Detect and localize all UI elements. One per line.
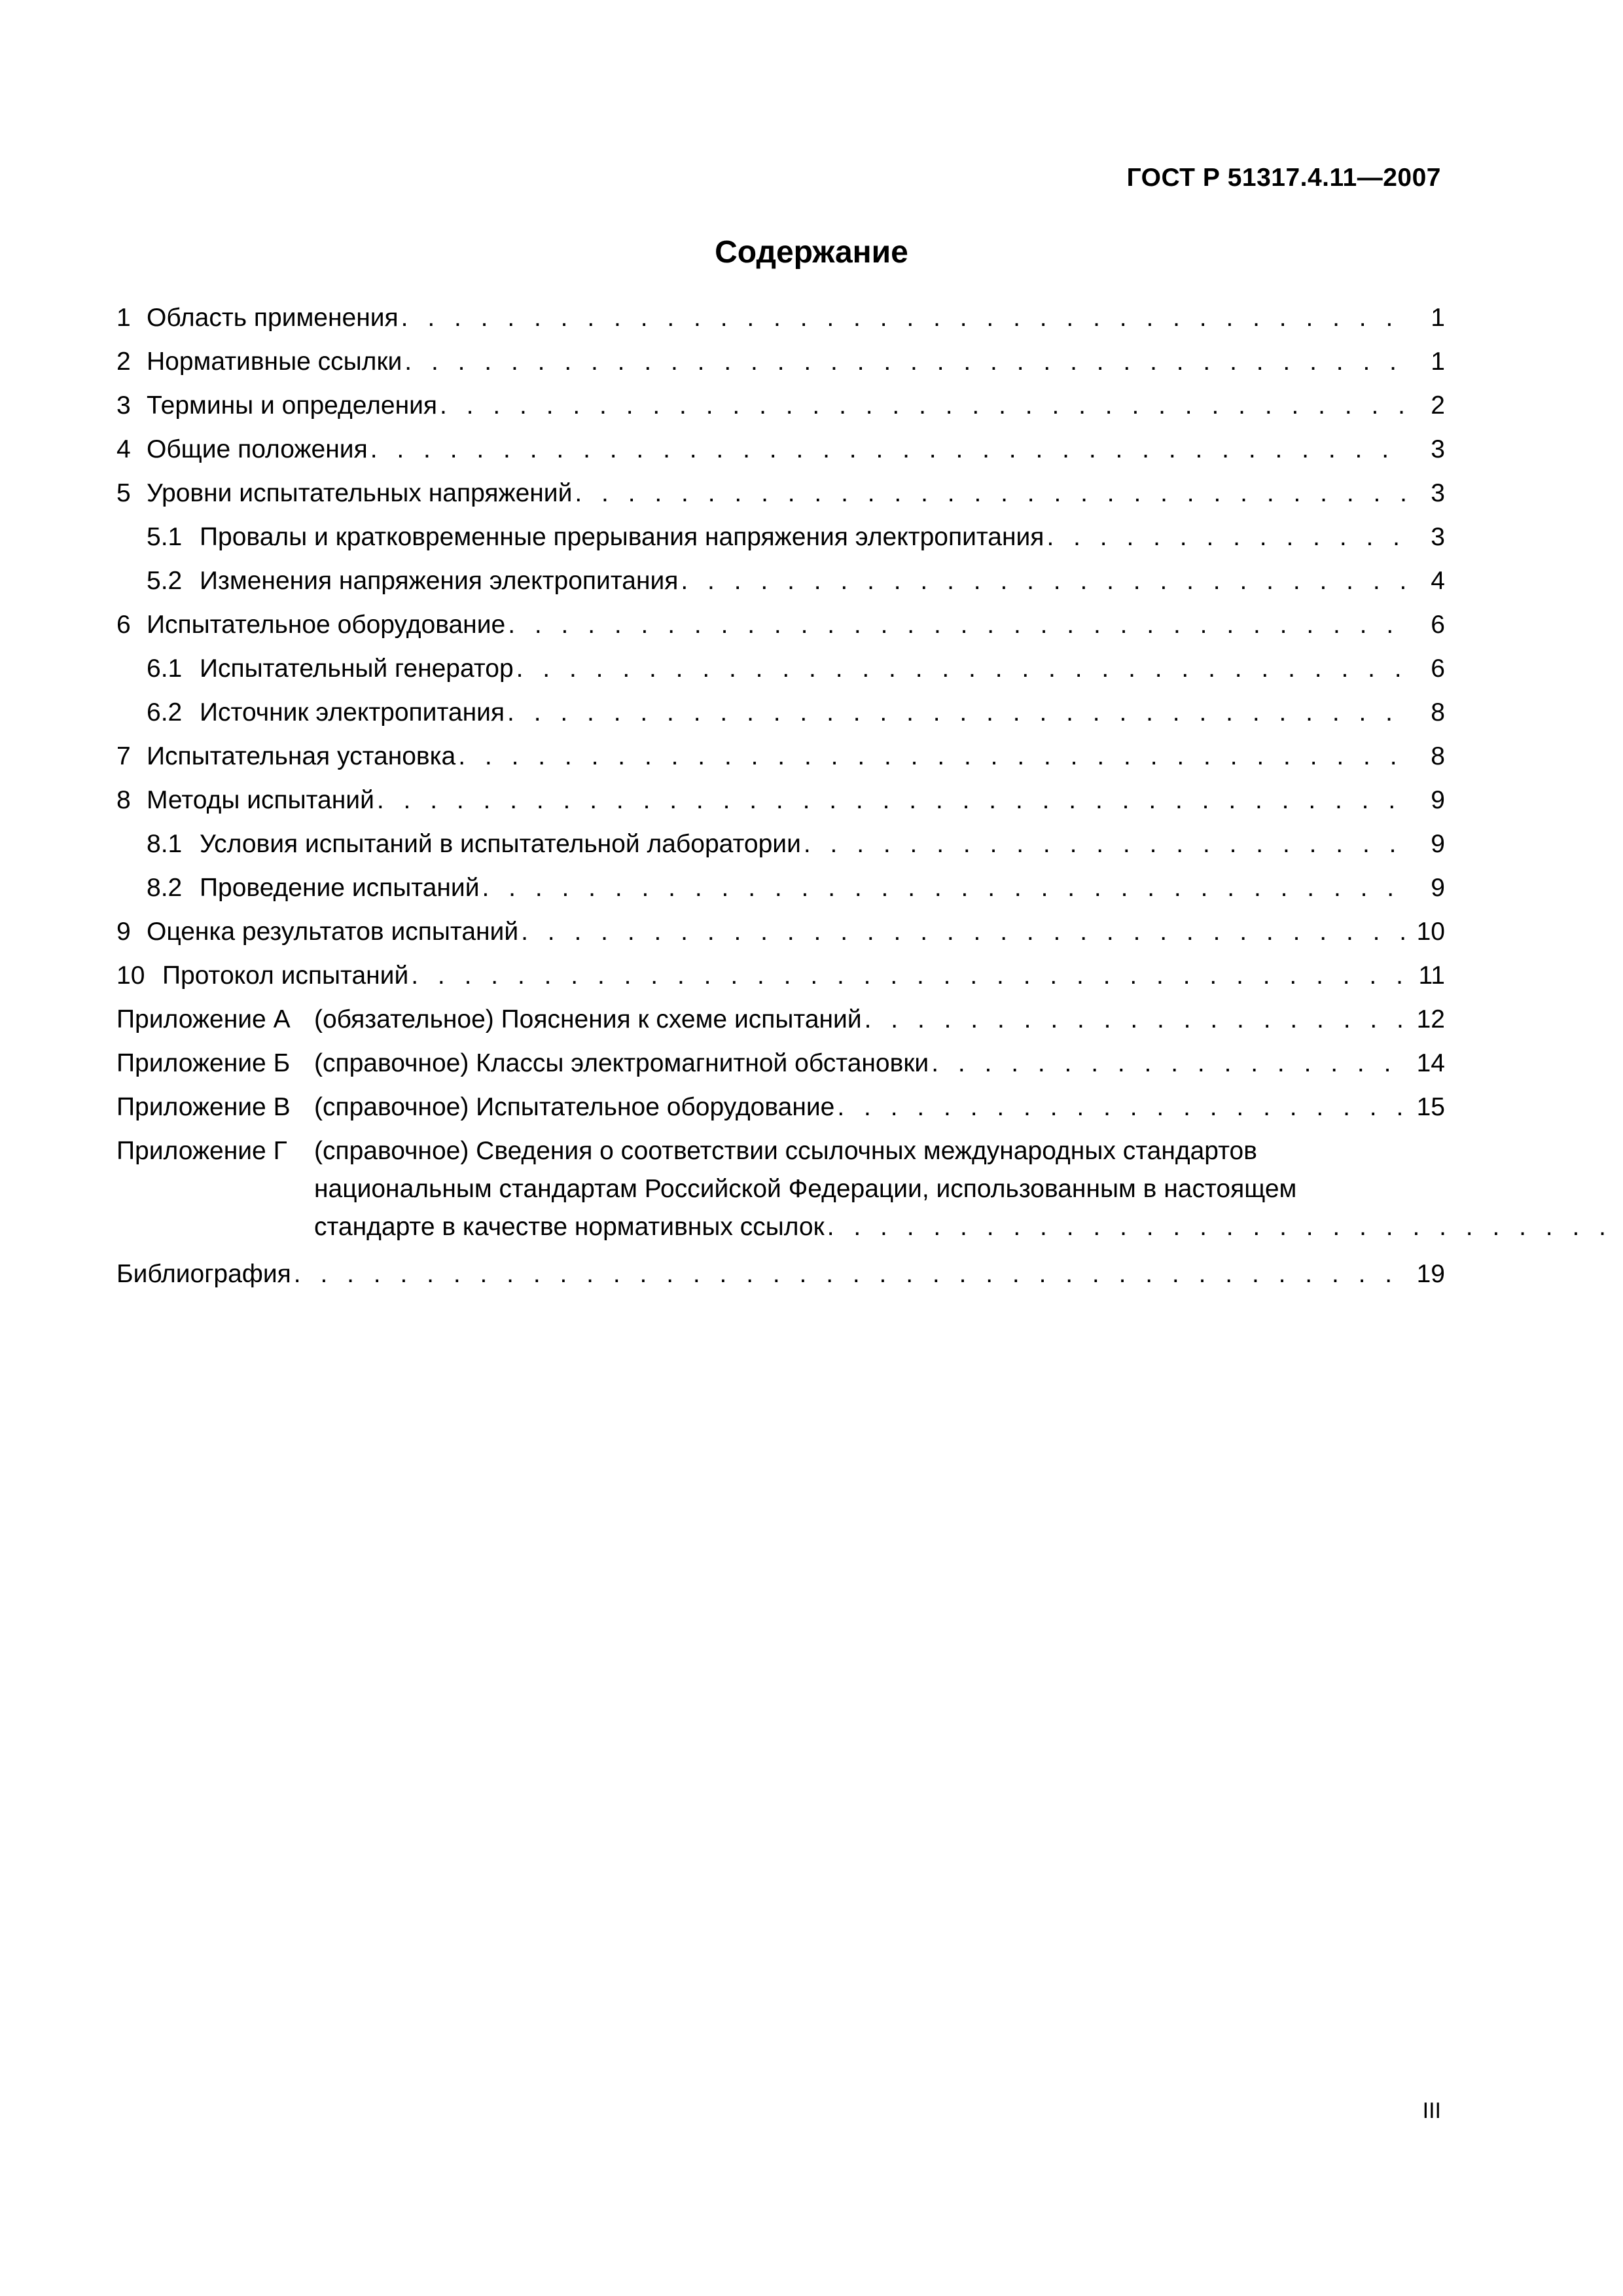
dot-leader: [377, 785, 1407, 815]
appendix-label-line: (справочное) Сведения о соответствии ссылочных международных стандартов: [314, 1137, 1257, 1165]
toc-entry-label: Испытательный генератор: [200, 655, 514, 683]
toc-entry-number: 5.1: [147, 523, 183, 551]
toc-entry-label: Испытательное оборудование: [147, 611, 506, 639]
dot-leader: [931, 1049, 1407, 1078]
dot-leader: [507, 698, 1407, 727]
toc-entry[interactable]: [116, 917, 1445, 961]
dot-leader: [804, 829, 1407, 859]
toc-appendix-v[interactable]: [116, 1092, 1445, 1136]
page-title: Содержание: [715, 235, 908, 270]
toc-entry-page: 2: [1431, 391, 1445, 420]
toc-entry-page: 4: [1431, 567, 1445, 595]
toc-entry-page: 6: [1431, 655, 1445, 683]
toc-appendix-g[interactable]: [116, 1136, 1445, 1259]
toc-entry-page: 12: [1416, 1005, 1445, 1033]
toc-entry-label: Термины и определения: [147, 391, 438, 420]
appendix-prefix: Приложение В: [116, 1093, 291, 1121]
dot-leader: [411, 961, 1407, 990]
appendix-label-last-line: [314, 1212, 1623, 1250]
dot-leader: [404, 347, 1407, 376]
toc-entry-number: 6: [116, 611, 131, 639]
toc-entry-page: 3: [1431, 435, 1445, 463]
toc-entry-page: 8: [1431, 698, 1445, 726]
toc-entry[interactable]: [116, 391, 1445, 435]
toc-entry-label: Условия испытаний в испытательной лаборатории: [200, 830, 801, 858]
dot-leader: [1046, 522, 1407, 552]
toc-entry-number: 5: [116, 479, 131, 507]
appendix-label: (справочное) Испытательное оборудование: [314, 1093, 835, 1121]
appendix-label-line: стандарте в качестве нормативных ссылок: [314, 1213, 825, 1241]
appendix-prefix: Приложение А: [116, 1005, 291, 1033]
dot-leader: [294, 1259, 1407, 1289]
dot-leader: [401, 303, 1407, 332]
dot-leader: [516, 654, 1407, 683]
page-number: III: [1422, 2098, 1441, 2123]
toc-entry-number: 8.1: [147, 830, 183, 858]
toc-entry-label: Источник электропитания: [200, 698, 505, 726]
toc-entry-page: 1: [1431, 348, 1445, 376]
toc-entry[interactable]: [116, 478, 1445, 522]
toc-entry-number: 8.2: [147, 874, 183, 902]
toc-entry-number: 6.2: [147, 698, 183, 726]
appendix-prefix: Приложение Г: [116, 1137, 287, 1165]
toc-subentry[interactable]: [116, 829, 1445, 873]
toc-entry-label: Нормативные ссылки: [147, 348, 402, 376]
toc-entry[interactable]: [116, 961, 1445, 1005]
toc-entry-label: Область применения: [147, 304, 399, 332]
toc-entry[interactable]: [116, 610, 1445, 654]
toc-entry-label: Протокол испытаний: [162, 961, 409, 990]
toc-entry-page: 1: [1431, 304, 1445, 332]
toc-entry-label: Уровни испытательных напряжений: [147, 479, 573, 507]
dot-leader: [508, 610, 1407, 639]
appendix-label: (справочное) Классы электромагнитной обстановки: [314, 1049, 929, 1077]
dot-leader: [865, 1005, 1407, 1034]
standard-code: ГОСТ Р 51317.4.11—2007: [1126, 164, 1441, 192]
appendix-label-line: национальным стандартам Российской Федерации, использованным в настоящем: [314, 1175, 1297, 1203]
toc-appendix-a[interactable]: [116, 1005, 1445, 1049]
toc-entry-number: 2: [116, 348, 131, 376]
toc-subentry[interactable]: [116, 873, 1445, 917]
bibliography-label: Библиография: [116, 1260, 291, 1288]
toc-entry-number: 3: [116, 391, 131, 420]
table-of-contents: [116, 303, 1445, 1303]
toc-appendix-b[interactable]: [116, 1049, 1445, 1092]
toc-entry-label: Проведение испытаний: [200, 874, 480, 902]
toc-entry[interactable]: [116, 742, 1445, 785]
dot-leader: [521, 917, 1407, 946]
toc-entry-page: 11: [1418, 961, 1445, 990]
toc-entry-page: 3: [1431, 523, 1445, 551]
toc-entry-page: 8: [1431, 742, 1445, 770]
toc-entry-page: 9: [1431, 830, 1445, 858]
toc-entry[interactable]: [116, 435, 1445, 478]
toc-entry-page: 15: [1416, 1093, 1445, 1121]
dot-leader: [458, 742, 1407, 771]
dot-leader: [440, 391, 1407, 420]
toc-entry-page: 10: [1416, 918, 1445, 946]
toc-entry-page: 6: [1431, 611, 1445, 639]
dot-leader: [837, 1092, 1407, 1122]
toc-entry-number: 10: [116, 961, 145, 990]
toc-entry-number: 8: [116, 786, 131, 814]
toc-entry-label: Изменения напряжения электропитания: [200, 567, 679, 595]
toc-entry-number: 5.2: [147, 567, 183, 595]
appendix-label-lines: [314, 1136, 1623, 1259]
dot-leader: [827, 1212, 1623, 1242]
dot-leader: [370, 435, 1407, 464]
toc-entry-page: 3: [1431, 479, 1445, 507]
toc-bibliography[interactable]: [116, 1259, 1445, 1303]
toc-entry-label: Методы испытаний: [147, 786, 374, 814]
toc-entry-number: 9: [116, 918, 131, 946]
toc-entry-number: 7: [116, 742, 131, 770]
toc-entry-page: 19: [1416, 1260, 1445, 1288]
appendix-prefix: Приложение Б: [116, 1049, 291, 1077]
toc-entry-number: 1: [116, 304, 131, 332]
toc-entry-label: Оценка результатов испытаний: [147, 918, 519, 946]
toc-entry[interactable]: [116, 303, 1445, 347]
dot-leader: [681, 566, 1407, 596]
toc-entry-label: Провалы и кратковременные прерывания напряжения электропитания: [200, 523, 1044, 551]
toc-entry-number: 6.1: [147, 655, 183, 683]
dot-leader: [575, 478, 1407, 508]
appendix-label: (обязательное) Пояснения к схеме испытаний: [314, 1005, 862, 1033]
dot-leader: [482, 873, 1407, 903]
toc-entry-label: Общие положения: [147, 435, 368, 463]
toc-subentry[interactable]: [116, 654, 1445, 698]
toc-subentry[interactable]: [116, 566, 1445, 610]
toc-entry[interactable]: [116, 785, 1445, 829]
toc-entry-label: Испытательная установка: [147, 742, 456, 770]
toc-entry[interactable]: [116, 347, 1445, 391]
toc-subentry[interactable]: [116, 522, 1445, 566]
toc-subentry[interactable]: [116, 698, 1445, 742]
toc-entry-page: 14: [1416, 1049, 1445, 1077]
toc-entry-page: 9: [1431, 786, 1445, 814]
toc-entry-page: 9: [1431, 874, 1445, 902]
toc-entry-number: 4: [116, 435, 131, 463]
